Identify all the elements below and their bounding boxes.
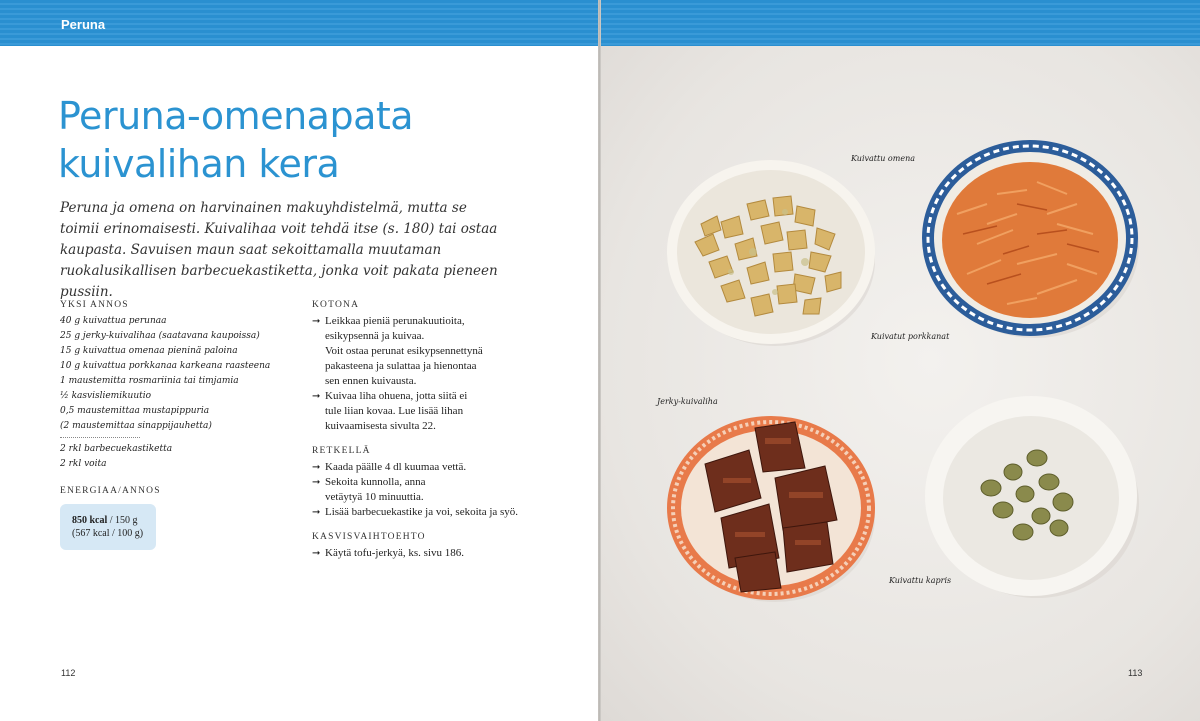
arrow-icon: ➞ xyxy=(312,316,321,327)
extra-ingredient-list xyxy=(60,442,300,472)
directions-heading: RETKELLÄ xyxy=(312,446,371,456)
bowl-dried-apple xyxy=(665,152,881,352)
step-line: kuivaamisesta sivulta 22. xyxy=(325,420,436,432)
step-line: Voit ostaa perunat esikypsennettynä xyxy=(325,345,483,357)
dotted-divider xyxy=(60,437,140,438)
arrow-icon: ➞ xyxy=(312,462,321,473)
ingredient-item: 2 rkl voita xyxy=(60,459,107,469)
ingredients-heading: YKSI ANNOS xyxy=(60,300,129,310)
energy-per-portion xyxy=(72,514,156,527)
bowl-capers xyxy=(921,388,1141,604)
directions-home xyxy=(312,300,572,434)
arrow-icon: ➞ xyxy=(312,548,321,559)
title-line-2: kuivalihan kera xyxy=(58,142,340,186)
step-line: sen ennen kuivausta. xyxy=(325,375,417,387)
ingredient-item: 2 rkl barbecuekastiketta xyxy=(60,444,173,454)
section-label: Peruna xyxy=(61,17,106,32)
right-page xyxy=(601,0,1200,721)
energy-heading: ENERGIAA/ANNOS xyxy=(60,486,161,496)
arrow-icon: ➞ xyxy=(312,391,321,402)
step xyxy=(312,475,572,490)
directions-vegetarian xyxy=(312,532,572,561)
directions-trail xyxy=(312,446,572,520)
step xyxy=(312,505,572,520)
ingredients-column xyxy=(60,300,300,550)
step-line: Kaada päälle 4 dl kuumaa vettä. xyxy=(325,461,467,473)
bowl-jerky xyxy=(665,408,881,608)
ingredient-item: 0,5 maustemittaa mustapippuria xyxy=(60,406,210,416)
directions-column xyxy=(312,300,572,573)
step xyxy=(312,389,572,404)
recipe-title xyxy=(58,92,578,188)
ingredient-item: ½ kasvisliemikuutio xyxy=(60,391,152,401)
ingredient-item: 10 g kuivattua porkkanaa karkeana raasteena xyxy=(60,361,271,371)
step-line: tule liian kovaa. Lue lisää lihan xyxy=(325,405,464,417)
step-line: Leikkaa pieniä perunakuutioita, xyxy=(325,315,465,327)
energy-portion-size: / 150 g xyxy=(107,515,138,526)
page-number-right: 113 xyxy=(1128,668,1143,678)
step-line: Lisää barbecuekastike ja voi, sekoita ja syö. xyxy=(325,506,519,518)
step-line: pakasteena ja sulattaa ja hienontaa xyxy=(325,360,477,372)
left-page xyxy=(0,0,598,721)
ingredient-list xyxy=(60,314,300,434)
step-list xyxy=(312,460,572,520)
step-list xyxy=(312,546,572,561)
page-number-left: 112 xyxy=(61,668,76,678)
title-line-1: Peruna-omenapata xyxy=(58,94,414,138)
caption-carrot: Kuivatut porkkanat xyxy=(871,332,950,341)
step xyxy=(312,460,572,475)
caption-jerky: Jerky-kuivaliha xyxy=(657,397,718,406)
step-line: esikypsennä ja kuivaa. xyxy=(325,330,425,342)
caption-apple: Kuivattu omena xyxy=(851,154,915,163)
caption-capers: Kuivattu kapris xyxy=(889,576,952,585)
ingredient-item: 1 maustemitta rosmariinia tai timjamia xyxy=(60,376,239,386)
step-line: vetäytyä 10 minuuttia. xyxy=(325,491,424,503)
ingredient-item: 40 g kuivattua perunaa xyxy=(60,316,167,326)
energy-kcal: 850 kcal xyxy=(72,515,108,526)
step-line: Kuivaa liha ohuena, jotta siitä ei xyxy=(325,390,468,402)
ingredient-item: 25 g jerky-kuivalihaa (saatavana kaupoissa) xyxy=(60,331,260,341)
step xyxy=(312,546,572,561)
arrow-icon: ➞ xyxy=(312,507,321,518)
energy-per-100g: (567 kcal / 100 g) xyxy=(72,528,144,539)
step-line: Käytä tofu-jerkyä, ks. sivu 186. xyxy=(325,547,464,559)
arrow-icon: ➞ xyxy=(312,477,321,488)
ingredient-item: (2 maustemittaa sinappijauhetta) xyxy=(60,421,212,431)
directions-heading: KASVISVAIHTOEHTO xyxy=(312,532,426,542)
step-line: Sekoita kunnolla, anna xyxy=(325,476,426,488)
step xyxy=(312,314,572,329)
header-band-right xyxy=(601,0,1200,46)
energy-box xyxy=(60,504,156,550)
step-list xyxy=(312,314,572,434)
bowl-dried-carrot xyxy=(917,134,1143,344)
ingredient-item: 15 g kuivattua omenaa pieninä paloina xyxy=(60,346,238,356)
directions-heading: KOTONA xyxy=(312,300,360,310)
recipe-intro: Peruna ja omena on harvinainen makuyhdistelmä, mutta se toimii erinomaisesti. Kuivalihaa voit tehdä itse (s. 180) tai ostaa kaupasta. Savuisen maun saat sekoittamalla muutaman ruokalusikallisen barbecuekastiketta, jonka voit pakata pieneen pussiin. xyxy=(60,200,498,300)
